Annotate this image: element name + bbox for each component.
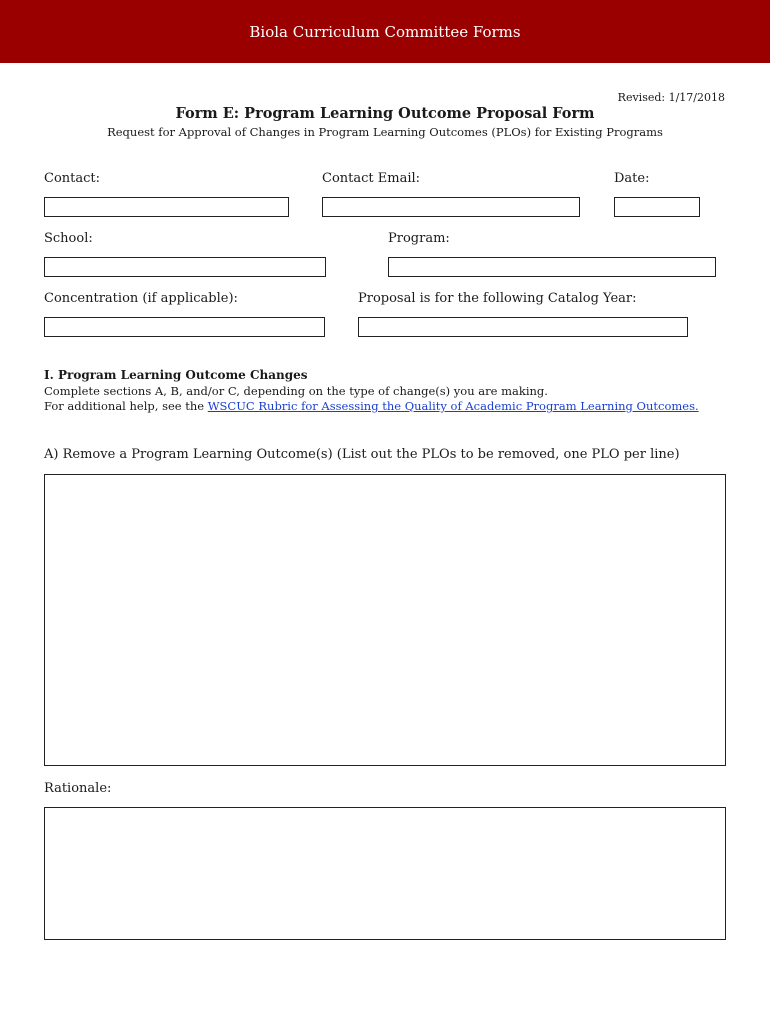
form-subtitle: Request for Approval of Changes in Program Learning Outcomes (PLOs) for Existing Programs — [107, 125, 663, 139]
date-label: Date: — [614, 171, 650, 186]
rationale-label: Rationale: — [44, 781, 112, 796]
remove-plo-label: A) Remove a Program Learning Outcome(s) (List out the PLOs to be removed, one PLO per line) — [44, 447, 680, 462]
rationale-textarea[interactable] — [44, 807, 726, 940]
revised-date: Revised: 1/17/2018 — [617, 91, 725, 104]
help-line — [44, 399, 699, 413]
program-label: Program: — [388, 231, 450, 246]
contact-label: Contact: — [44, 171, 101, 186]
header-banner — [0, 0, 770, 63]
section-heading: I. Program Learning Outcome Changes — [44, 368, 308, 382]
contact-email-label: Contact Email: — [322, 171, 421, 186]
help-prefix: For additional help, see the — [44, 399, 208, 413]
wscuc-rubric-link[interactable]: WSCUC Rubric for Assessing the Quality of Academic Program Learning Outcomes. — [207, 399, 699, 413]
school-label: School: — [44, 231, 93, 246]
contact-field[interactable] — [44, 197, 289, 217]
program-field[interactable] — [388, 257, 716, 277]
catalog-year-field[interactable] — [358, 317, 688, 337]
contact-email-field[interactable] — [322, 197, 580, 217]
school-field[interactable] — [44, 257, 326, 277]
catalog-year-label: Proposal is for the following Catalog Year: — [358, 291, 637, 306]
section-instructions: Complete sections A, B, and/or C, depending on the type of change(s) you are making. — [44, 384, 548, 398]
remove-plo-textarea[interactable] — [44, 474, 726, 766]
banner-title: Biola Curriculum Committee Forms — [249, 22, 521, 41]
concentration-label: Concentration (if applicable): — [44, 291, 238, 306]
form-title: Form E: Program Learning Outcome Proposal Form — [175, 105, 595, 122]
date-field[interactable] — [614, 197, 700, 217]
concentration-field[interactable] — [44, 317, 325, 337]
